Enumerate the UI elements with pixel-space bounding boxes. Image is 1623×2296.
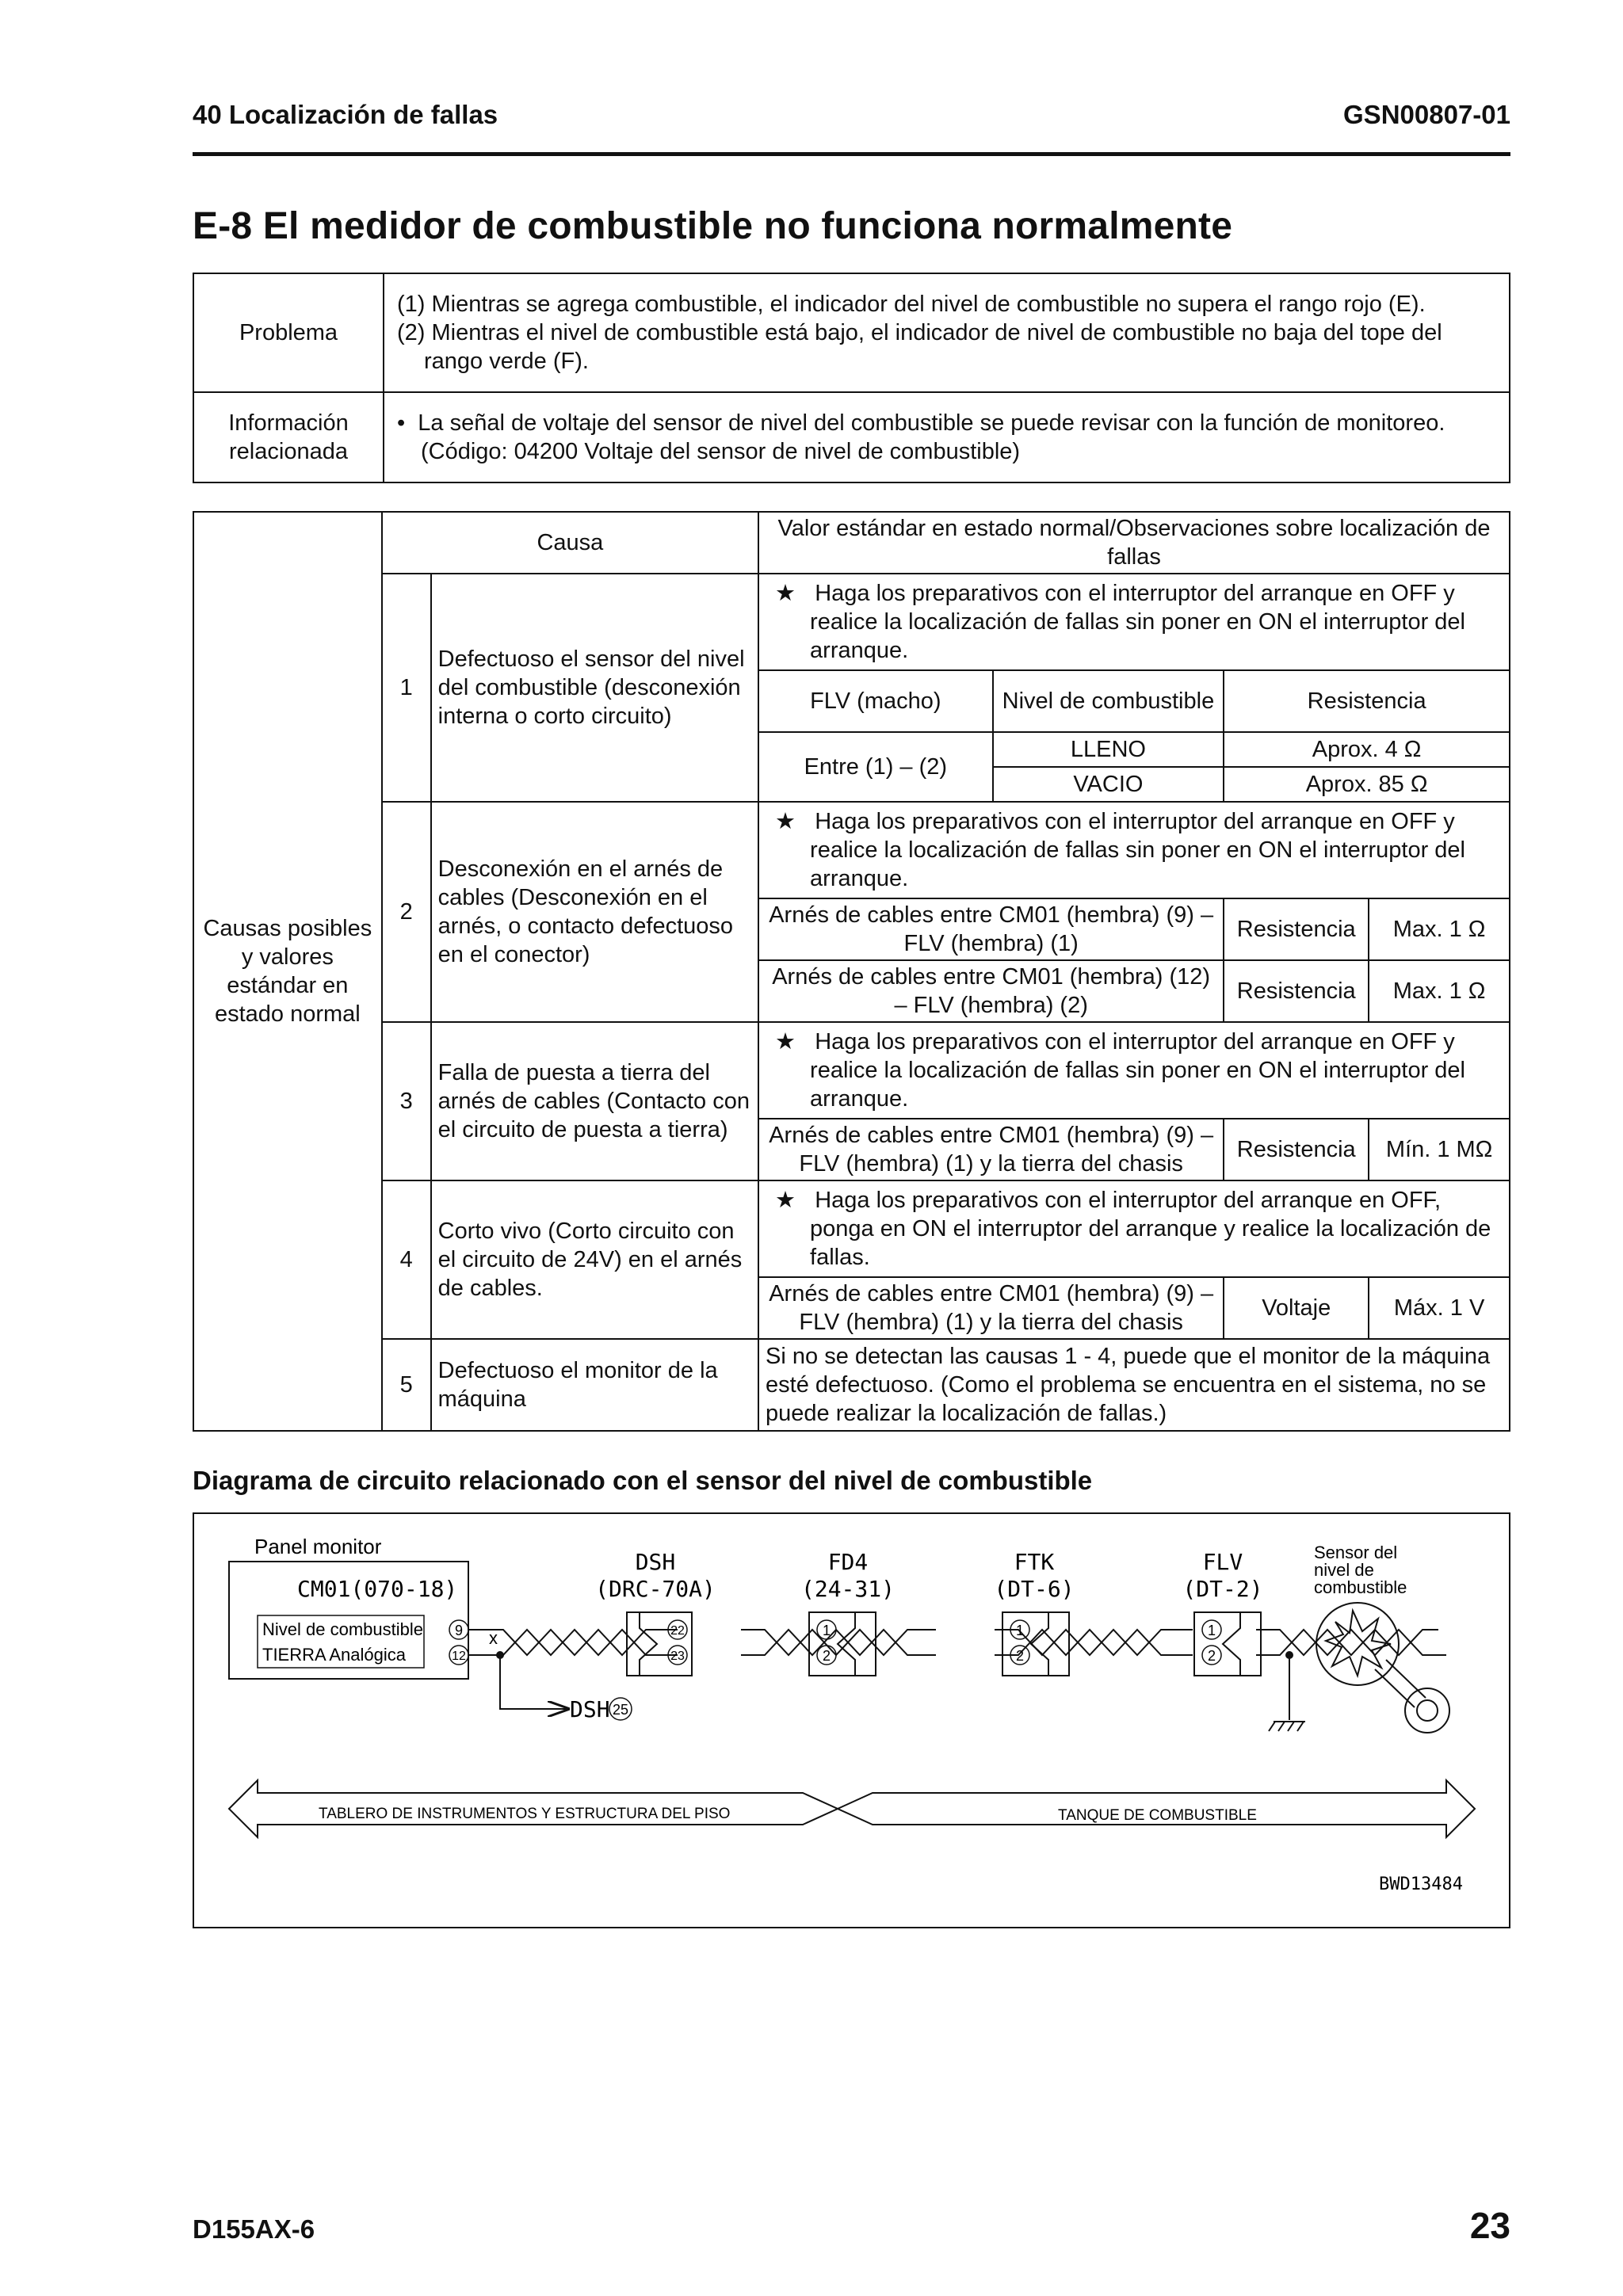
bullet: •: [397, 410, 406, 436]
zone-right-label: TANQUE DE COMBUSTIBLE: [1058, 1807, 1257, 1824]
dsh-type: (DRC-70A): [595, 1576, 716, 1602]
branch-wire: [500, 1655, 567, 1709]
star-icon: ★: [775, 581, 796, 606]
panel-label: Panel monitor: [254, 1535, 382, 1558]
problem-table: [193, 273, 1510, 483]
col-cause-header: Causa: [382, 512, 758, 574]
fd4-type: (24-31): [800, 1576, 896, 1602]
star-icon: ★: [775, 809, 796, 834]
row-analog-ground: TIERRA Analógica: [262, 1645, 406, 1665]
document-code: GSN00807-01: [1343, 100, 1510, 129]
related-text: [384, 392, 1510, 482]
cause-4-text: Corto vivo (Corto circuito con el circuito de 24V) en el arnés de cables.: [431, 1180, 758, 1339]
cause-5-number: 5: [382, 1339, 431, 1431]
sensor-label-1: Sensor del: [1314, 1543, 1398, 1562]
flv-label: FLV: [1202, 1549, 1243, 1575]
row-fuel-level: Nivel de combustible: [262, 1619, 423, 1639]
diagram-code: BWD13484: [1379, 1875, 1463, 1894]
cause-1-h1: FLV (macho): [758, 670, 993, 732]
cause-2-measure-1: Arnés de cables entre CM01 (hembra) (9) – FLV (hembra) (1): [758, 898, 1224, 960]
cause-2-text: Desconexión en el arnés de cables (Desconexión en el arnés, o contacto defectuoso en el conector): [431, 802, 758, 1022]
cause-5-note: Si no se detectan las causas 1 - 4, puede que el monitor de la máquina esté defectuoso. (Como el problema se encuentra en el sistema, no se puede realizar la localización de fallas.): [758, 1339, 1510, 1431]
cause-2-measure-2: Arnés de cables entre CM01 (hembra) (12) – FLV (hembra) (2): [758, 960, 1224, 1022]
cause-1-h2: Nivel de combustible: [993, 670, 1224, 732]
cause-1-text: Defectuoso el sensor del nivel del combustible (desconexión interna o corto circuito): [431, 574, 758, 802]
cause-4-measure-1: Arnés de cables entre CM01 (hembra) (9) – FLV (hembra) (1) y la tierra del chasis: [758, 1277, 1224, 1339]
footer-model: D155AX-6: [193, 2214, 315, 2244]
dsh-branch-pin: 25: [612, 1702, 629, 1718]
cause-2-number: 2: [382, 802, 431, 1022]
pin-12: 12: [452, 1650, 466, 1663]
cause-3-value-1: Mín. 1 MΩ: [1369, 1119, 1510, 1180]
circuit-diagram-svg: [194, 1514, 1509, 1927]
ftk-pin-1: 1: [1015, 1623, 1025, 1638]
cm01-label: CM01(070-18): [297, 1576, 458, 1602]
cause-4-type-1: Voltaje: [1224, 1277, 1369, 1339]
col-value-header: Valor estándar en estado normal/Observaciones sobre localización de fallas: [758, 512, 1510, 574]
problem-line-2: (2) Mientras el nivel de combustible está bajo, el indicador de nivel de combustible no baja del tope del rango verde (F).: [397, 320, 1442, 374]
problem-text: [384, 273, 1510, 392]
header-rule: [193, 152, 1510, 156]
cause-4-number: 4: [382, 1180, 431, 1339]
fd4-label: FD4: [827, 1549, 869, 1575]
flv-connector: [1194, 1612, 1261, 1676]
star-icon: ★: [775, 1188, 796, 1213]
cause-2-value-1: Max. 1 Ω: [1369, 898, 1510, 960]
page-title: E-8 El medidor de combustible no funciona normalmente: [193, 205, 1233, 247]
fd4-pin-2: 2: [822, 1648, 831, 1664]
circuit-diagram: [193, 1512, 1510, 1928]
pin-9: 9: [454, 1623, 464, 1638]
dsh-pin-23: 23: [670, 1650, 685, 1663]
cause-3-note: ★ Haga los preparativos con el interruptor del arranque en OFF y realice la localización de fallas sin poner en ON el interruptor del arranque.: [758, 1022, 1510, 1119]
dsh-pin-22: 22: [670, 1624, 685, 1638]
cause-2-value-2: Max. 1 Ω: [1369, 960, 1510, 1022]
cause-2-type-1: Resistencia: [1224, 898, 1369, 960]
zone-left-label: TABLERO DE INSTRUMENTOS Y ESTRUCTURA DEL PISO: [319, 1806, 731, 1822]
sensor-label-2: nivel de: [1314, 1560, 1374, 1580]
ftk-connector: [1002, 1612, 1069, 1676]
page-number: 23: [1469, 2205, 1510, 2246]
cause-1-level-empty: VACIO: [993, 767, 1224, 802]
cause-3-type-1: Resistencia: [1224, 1119, 1369, 1180]
x-mark: x: [489, 1628, 498, 1648]
flv-pin-1: 1: [1207, 1623, 1216, 1638]
cause-1-h3: Resistencia: [1224, 670, 1510, 732]
problem-label: Problema: [193, 273, 384, 392]
ftk-pin-2: 2: [1015, 1648, 1025, 1664]
cause-1-value-empty: Aprox. 85 Ω: [1224, 767, 1510, 802]
fd4-connector: [809, 1612, 876, 1676]
cause-1-between: Entre (1) – (2): [758, 732, 993, 802]
section-header: 40 Localización de fallas: [193, 100, 498, 129]
cause-3-number: 3: [382, 1022, 431, 1180]
sensor-label-3: combustible: [1314, 1577, 1407, 1597]
cause-4-note: ★ Haga los preparativos con el interruptor del arranque en OFF, ponga en ON el interruptor del arranque y realice la localización de fallas.: [758, 1180, 1510, 1277]
cause-4-value-1: Máx. 1 V: [1369, 1277, 1510, 1339]
problem-line-1: (1) Mientras se agrega combustible, el indicador del nivel de combustible no supera el rango rojo (E).: [397, 292, 1426, 317]
ground-icon: [1269, 1652, 1305, 1731]
diagram-title: Diagrama de circuito relacionado con el sensor del nivel de combustible: [193, 1466, 1093, 1495]
related-label: Información relacionada: [193, 392, 384, 482]
flv-pin-2: 2: [1207, 1648, 1216, 1664]
ftk-label: FTK: [1014, 1549, 1055, 1575]
flv-type: (DT-2): [1182, 1576, 1263, 1602]
fd4-pin-1: 1: [822, 1623, 831, 1638]
cause-2-note: ★ Haga los preparativos con el interruptor del arranque en OFF y realice la localización de fallas sin poner en ON el interruptor del arranque.: [758, 802, 1510, 898]
cause-1-level-full: LLENO: [993, 732, 1224, 767]
dsh-branch-label: DSH: [570, 1696, 610, 1722]
related-sentence: La señal de voltaje del sensor de nivel del combustible se puede revisar con la función de monitoreo.: [418, 410, 1445, 436]
cause-2-type-2: Resistencia: [1224, 960, 1369, 1022]
cause-5-text: Defectuoso el monitor de la máquina: [431, 1339, 758, 1431]
cause-1-value-full: Aprox. 4 Ω: [1224, 732, 1510, 767]
ftk-type: (DT-6): [994, 1576, 1075, 1602]
cause-1-note: ★ Haga los preparativos con el interruptor del arranque en OFF y realice la localización de fallas sin poner en ON el interruptor del arranque.: [758, 574, 1510, 670]
cause-1-number: 1: [382, 574, 431, 802]
cause-3-text: Falla de puesta a tierra del arnés de cables (Contacto con el circuito de puesta a tierra): [431, 1022, 758, 1180]
causes-table: [193, 511, 1510, 1432]
cause-3-measure-1: Arnés de cables entre CM01 (hembra) (9) – FLV (hembra) (1) y la tierra del chasis: [758, 1119, 1224, 1180]
fuel-level-sensor-icon: [1316, 1603, 1449, 1733]
twisted-wire-pair: [468, 1630, 1446, 1655]
star-icon: ★: [775, 1029, 796, 1055]
related-code: (Código: 04200 Voltaje del sensor de nivel de combustible): [421, 439, 1021, 464]
causes-side-label: Causas posibles y valores estándar en estado normal: [193, 512, 382, 1431]
dsh-label: DSH: [635, 1549, 676, 1575]
